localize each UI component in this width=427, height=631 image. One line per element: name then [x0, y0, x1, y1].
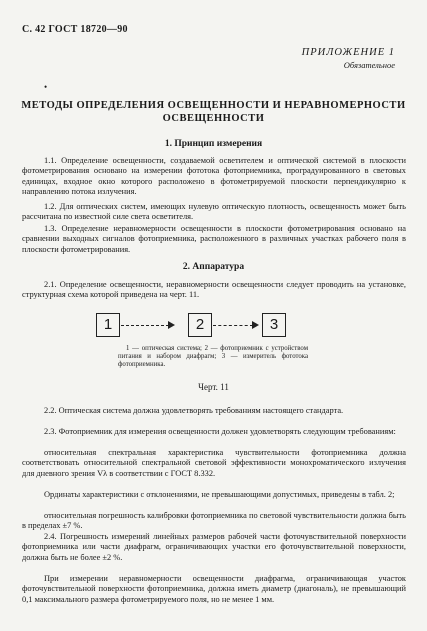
paragraph-diaphragm: При измерении неравномерности освещенности диафрагма, ограничивающая участок фоточувствительной поверхности фотоприемника, должна иметь диаметр (диагональ), не превышающий 0,1 максимального размера фотометрируемого поля, но не менее 1 мм.	[22, 574, 406, 604]
paragraph-ordinates: Ординаты характеристики с отклонениями, не превышающими допустимых, приведены в табл. 2;	[44, 490, 395, 499]
paragraph-calibration: относительная погрешность калибровки фотоприемника по световой чувствительности должна быть в пределах ±7 %.	[22, 511, 406, 531]
box-photodetector: 2	[188, 313, 212, 337]
dot-mark: •	[44, 82, 48, 92]
page-header: С. 42 ГОСТ 18720—90	[22, 24, 128, 35]
paragraph-1-1: 1.1. Определение освещенности, создаваемой осветителем и оптической системой в плоскости фотометрирования основано на измерении фототока фотоприемника, проградуированного в световых единицах, входное окно которого расположено в фотометрируемой плоскости перпендикулярно к направлению потока излучения.	[22, 156, 406, 196]
paragraph-2-4: 2.4. Погрешность измерений линейных размеров рабочей части фоточувствительной поверхности фотоприемника или части диафрагм, ограничивающих участки его фоточувствительной поверхности, должна быть не более ±2 %.	[22, 532, 406, 562]
paragraph-2-1: 2.1. Определение освещенности, неравномерности освещенности следует проводить на установке, структурная схема которой приведена на черт. 11.	[22, 280, 406, 300]
appendix-title: ПРИЛОЖЕНИЕ 1	[301, 47, 395, 58]
figure-caption: 1 — оптическая система; 2 — фотоприемник с устройством питания и набором диафрагм; 3 — измеритель фототока фотоприемника.	[118, 345, 308, 369]
arrow-1-2-head	[168, 321, 175, 329]
paragraph-1-3: 1.3. Определение неравномерности освещенности в плоскости фотометрирования основано на сравнении выходных сигналов фотоприемника, расположенного в различных участках рабочего поля в плоскости фотометрирования.	[22, 224, 406, 254]
main-title-line-2: ОСВЕЩЕННОСТИ	[162, 113, 265, 124]
box-optical-system: 1	[96, 313, 120, 337]
figure-label: Черт. 11	[198, 382, 229, 392]
appendix-subtitle: Обязательное	[343, 60, 395, 70]
main-title	[0, 99, 427, 125]
main-title-line-1: МЕТОДЫ ОПРЕДЕЛЕНИЯ ОСВЕЩЕННОСТИ И НЕРАВНОМЕРНОСТИ	[21, 100, 406, 111]
arrow-2-3-head	[252, 321, 259, 329]
paragraph-1-2: 1.2. Для оптических систем, имеющих нулевую оптическую плотность, освещенность может быть рассчитана по известной силе света осветителя.	[22, 202, 406, 222]
arrow-1-2	[121, 325, 169, 326]
paragraph-2-3: 2.3. Фотоприемник для измерения освещенности должен удовлетворять следующим требованиям:	[44, 427, 396, 436]
arrow-2-3	[213, 325, 253, 326]
paragraph-2-3-a: относительная спектральная характеристика чувствительности фотоприемника должна соответствовать относительной спектральной световой эффективности монохроматического излучения для дневного зрения Vλ в соответствии с ГОСТ 8.332.	[22, 448, 406, 478]
box-meter: 3	[262, 313, 286, 337]
block-diagram	[90, 313, 330, 345]
paragraph-2-2: 2.2. Оптическая система должна удовлетворять требованиям настоящего стандарта.	[44, 406, 344, 415]
section-2-heading: 2. Аппаратура	[182, 262, 245, 272]
section-1-heading: 1. Принцип измерения	[164, 139, 263, 149]
appendix-label	[302, 47, 395, 70]
